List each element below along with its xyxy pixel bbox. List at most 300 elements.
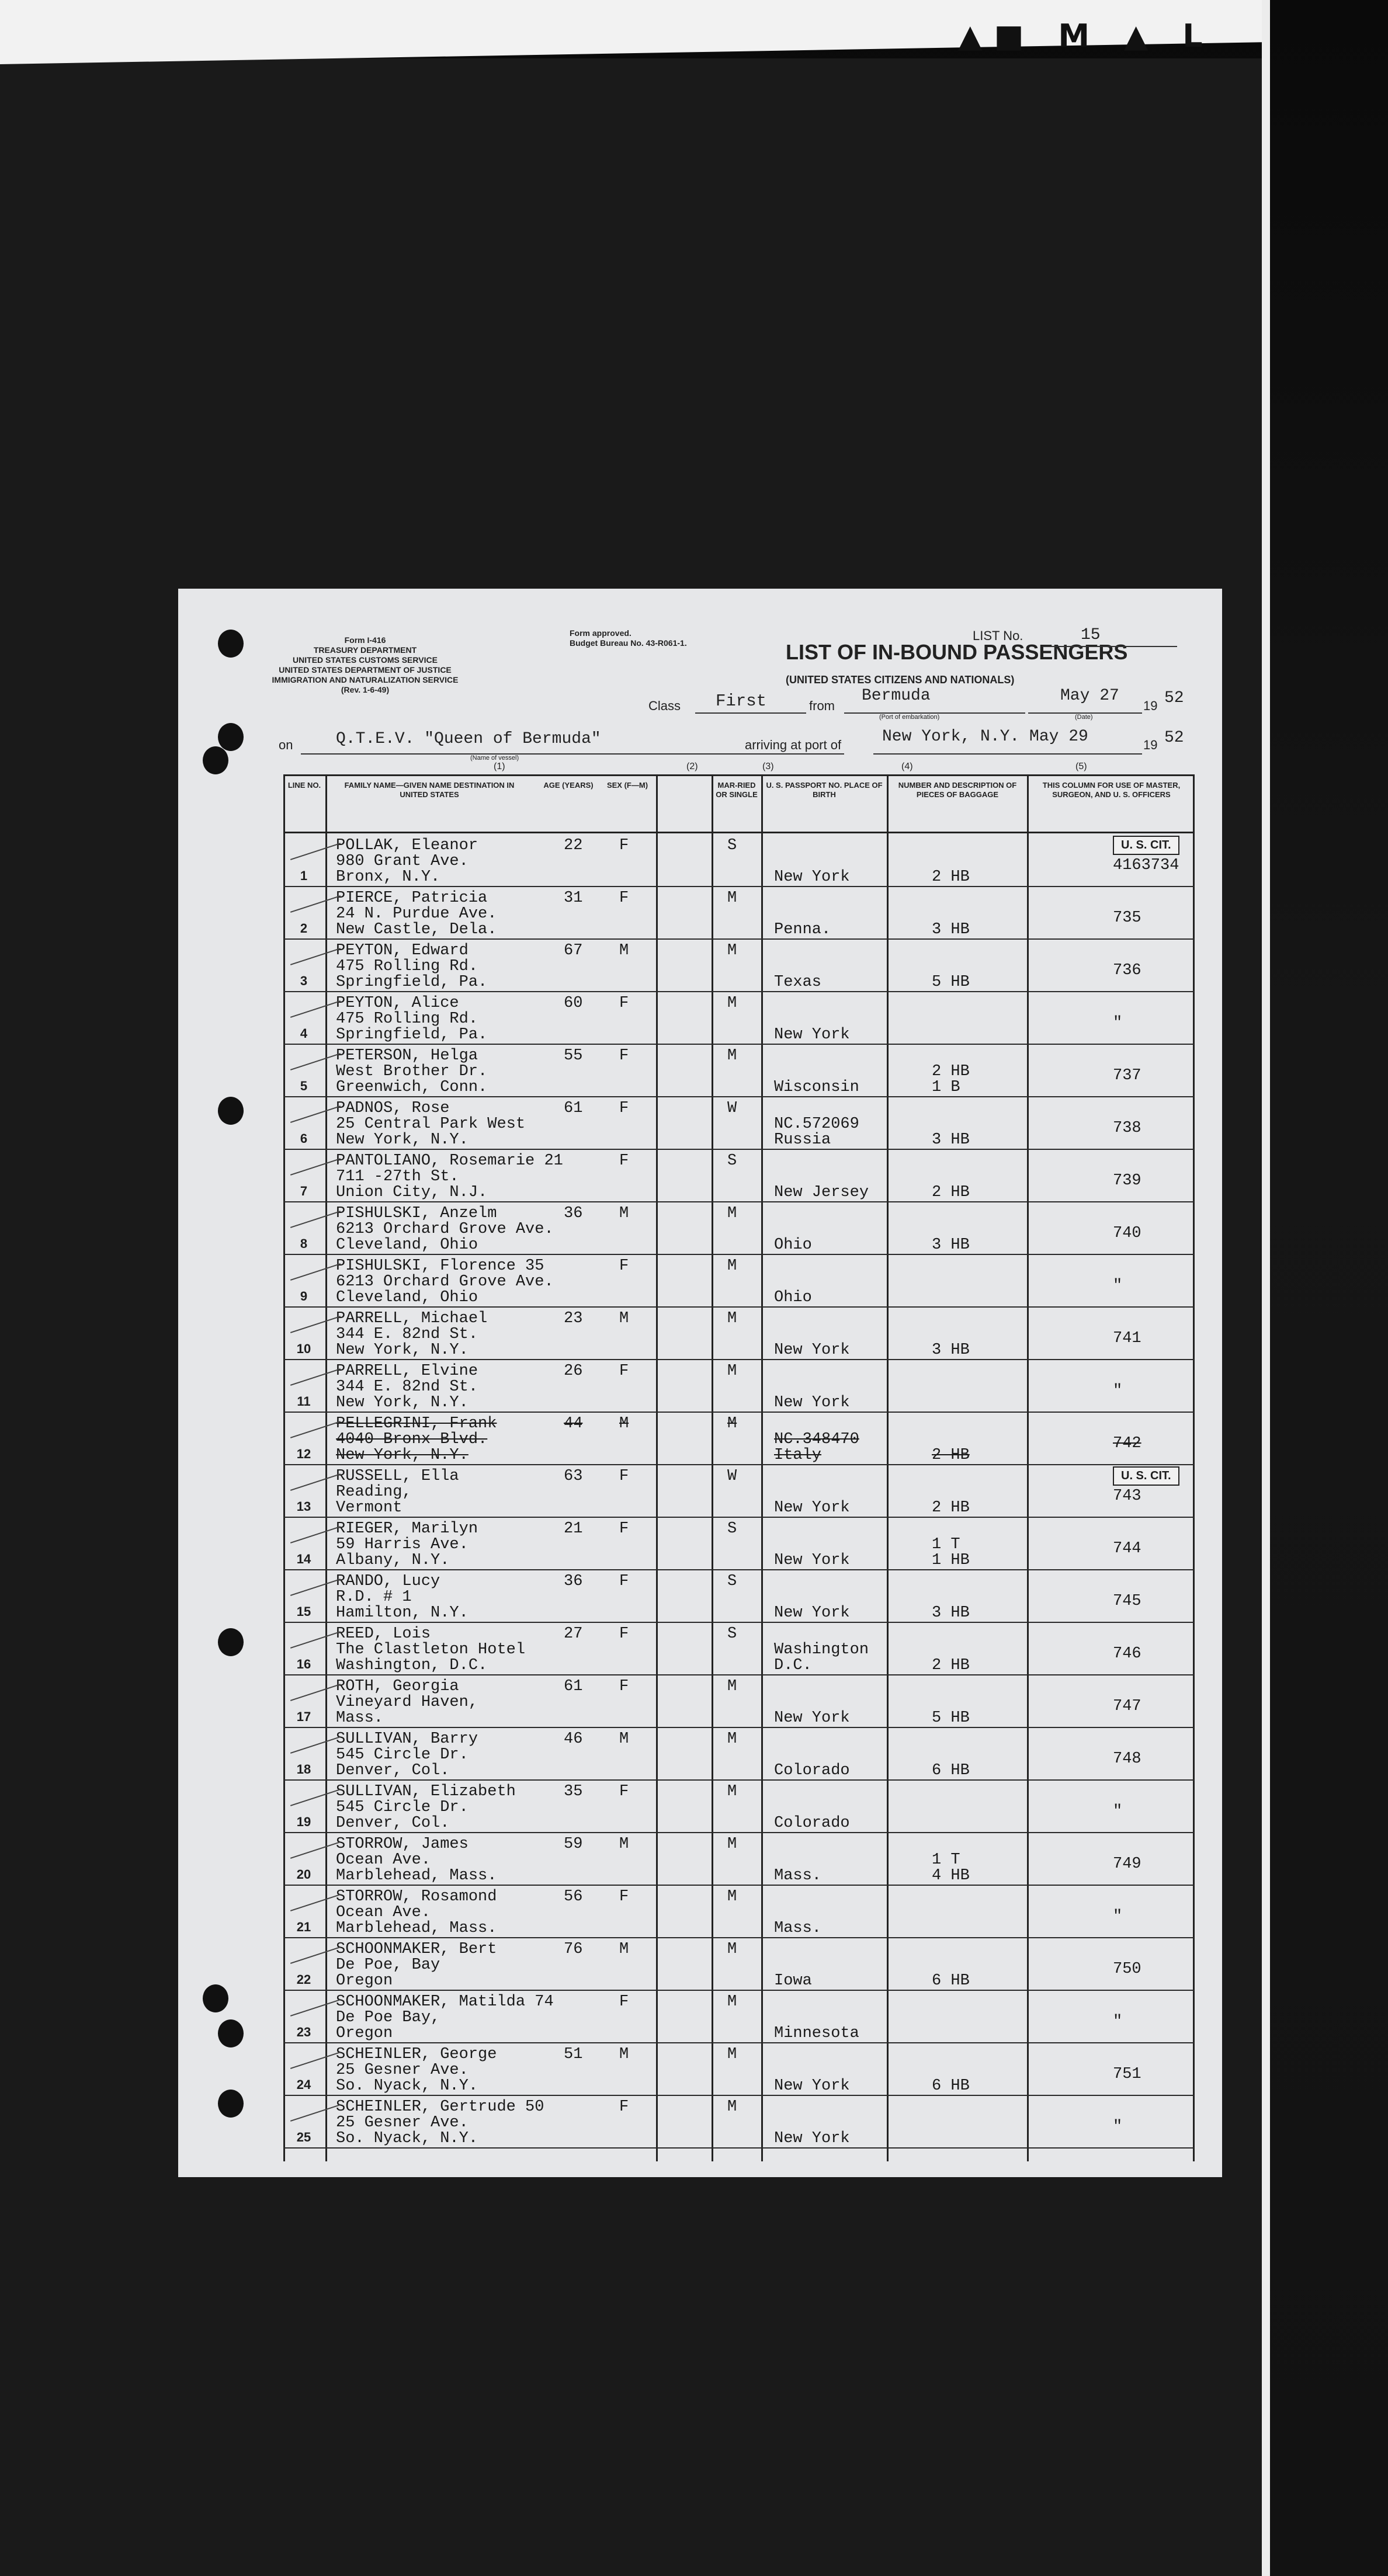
binder-hole bbox=[203, 746, 228, 774]
passenger-name: POLLAK, Eleanor bbox=[336, 837, 478, 854]
age-value: 27 bbox=[564, 1625, 583, 1643]
tally-check-mark bbox=[290, 1946, 341, 1964]
table-row bbox=[283, 1201, 1195, 1255]
passenger-name: SCHOONMAKER, Bert bbox=[336, 1941, 497, 1958]
address-line-1: West Brother Dr. bbox=[336, 1063, 488, 1080]
address-line-1: 25 Gesner Ave. bbox=[336, 2062, 469, 2079]
us-citizen-stamp: U. S. CIT. bbox=[1113, 1466, 1179, 1486]
address-line-2: Albany, N.Y. bbox=[336, 1552, 450, 1569]
officer-number: 4163734 bbox=[1113, 857, 1179, 874]
line-number: 12 bbox=[296, 1447, 311, 1461]
address-line-2: So. Nyack, N.Y. bbox=[336, 2130, 478, 2147]
officer-number: 745 bbox=[1113, 1593, 1141, 1610]
place-of-birth: New York bbox=[774, 1394, 850, 1412]
col-number-4: (4) bbox=[901, 762, 913, 771]
address-line-2: Marblehead, Mass. bbox=[336, 1920, 497, 1937]
baggage-line-2: 2 HB bbox=[932, 1447, 970, 1464]
sex-value: F bbox=[619, 2098, 629, 2116]
age-value: 44 bbox=[564, 1415, 583, 1433]
place-of-birth: D.C. bbox=[774, 1657, 812, 1674]
age-value: 36 bbox=[564, 1573, 583, 1590]
line-number: 14 bbox=[296, 1552, 311, 1566]
baggage-line-2: 3 HB bbox=[932, 1236, 970, 1254]
table-row bbox=[283, 1727, 1195, 1781]
table-row bbox=[283, 1044, 1195, 1097]
place-of-birth: Ohio bbox=[774, 1236, 812, 1254]
baggage-line-2: 2 HB bbox=[932, 1657, 970, 1674]
table-row bbox=[283, 1254, 1195, 1308]
tally-check-mark bbox=[290, 1000, 341, 1018]
address-line-1: 344 E. 82nd St. bbox=[336, 1378, 478, 1396]
line-number: 15 bbox=[296, 1604, 311, 1619]
arrival-year: 52 bbox=[1164, 729, 1184, 747]
sex-value: M bbox=[619, 1205, 629, 1222]
line-number: 19 bbox=[296, 1814, 311, 1829]
passenger-name: PETERSON, Helga bbox=[336, 1047, 478, 1065]
passenger-list-sheet bbox=[178, 589, 1222, 2177]
sex-value: M bbox=[619, 942, 629, 960]
age-value: 31 bbox=[564, 889, 583, 907]
address-line-2: Greenwich, Conn. bbox=[336, 1079, 488, 1096]
officer-number: 751 bbox=[1113, 2066, 1141, 2083]
baggage-line-2: 2 HB bbox=[932, 868, 970, 886]
sex-value: F bbox=[619, 1100, 629, 1117]
officer-number: " bbox=[1113, 1014, 1123, 1032]
line-number: 13 bbox=[296, 1499, 311, 1514]
col-number-1: (1) bbox=[494, 762, 505, 771]
passenger-name: PEYTON, Edward bbox=[336, 942, 469, 960]
age-value: 59 bbox=[564, 1835, 583, 1853]
table-row bbox=[283, 2042, 1195, 2096]
address-line-1: 59 Harris Ave. bbox=[336, 1536, 469, 1553]
tally-check-mark bbox=[290, 1368, 341, 1386]
passenger-name: PIERCE, Patricia bbox=[336, 889, 488, 907]
line-number: 21 bbox=[296, 1920, 311, 1934]
marital-status: S bbox=[727, 1573, 737, 1590]
place-of-birth: New York bbox=[774, 2077, 850, 2095]
marital-status: S bbox=[727, 1520, 737, 1538]
vessel-line bbox=[301, 753, 844, 755]
officer-number: 748 bbox=[1113, 1750, 1141, 1768]
passenger-name: SULLIVAN, Barry bbox=[336, 1730, 478, 1748]
table-row bbox=[283, 1674, 1195, 1728]
passenger-name: SCHEINLER, Gertrude 50 bbox=[336, 2098, 544, 2116]
age-value: 56 bbox=[564, 1888, 583, 1906]
marital-status: M bbox=[727, 1783, 737, 1800]
sex-value: F bbox=[619, 1152, 629, 1170]
address-line-1: 25 Central Park West bbox=[336, 1115, 526, 1133]
sex-value: M bbox=[619, 2046, 629, 2063]
address-line-1: 24 N. Purdue Ave. bbox=[336, 905, 497, 923]
address-line-2: Springfield, Pa. bbox=[336, 1026, 488, 1044]
age-value: 76 bbox=[564, 1941, 583, 1958]
passenger-name: ROTH, Georgia bbox=[336, 1678, 459, 1695]
line-number: 18 bbox=[296, 1762, 311, 1777]
passenger-name: PISHULSKI, Anzelm bbox=[336, 1205, 497, 1222]
address-line-2: Bronx, N.Y. bbox=[336, 868, 440, 886]
age-value: 61 bbox=[564, 1100, 583, 1117]
marital-status: M bbox=[727, 1678, 737, 1695]
passenger-name: SULLIVAN, Elizabeth bbox=[336, 1783, 516, 1800]
tally-check-mark bbox=[290, 895, 341, 913]
list-no-label: LIST No. bbox=[973, 628, 1023, 643]
passenger-name: PADNOS, Rose bbox=[336, 1100, 450, 1117]
age-value: 23 bbox=[564, 1310, 583, 1327]
line-number: 22 bbox=[296, 1972, 311, 1987]
baggage-line-2: 1 HB bbox=[932, 1552, 970, 1569]
marital-status: M bbox=[727, 2098, 737, 2116]
table-row bbox=[283, 1569, 1195, 1623]
sex-value: F bbox=[619, 1678, 629, 1695]
marital-status: M bbox=[727, 1888, 737, 1906]
age-value: 51 bbox=[564, 2046, 583, 2063]
passenger-name: STORROW, Rosamond bbox=[336, 1888, 497, 1906]
tally-check-mark bbox=[290, 1736, 341, 1754]
sex-value: M bbox=[619, 1835, 629, 1853]
on-label: on bbox=[279, 738, 293, 752]
sex-value: F bbox=[619, 1783, 629, 1800]
place-of-birth: New York bbox=[774, 1499, 850, 1517]
sex-value: F bbox=[619, 1993, 629, 2011]
place-of-birth: New York bbox=[774, 868, 850, 886]
marital-status: M bbox=[727, 942, 737, 960]
line-number: 20 bbox=[296, 1867, 311, 1882]
officer-number: 749 bbox=[1113, 1855, 1141, 1873]
line-number: 17 bbox=[296, 1709, 311, 1724]
tally-check-mark bbox=[290, 1526, 341, 1543]
tally-check-mark bbox=[290, 843, 341, 860]
baggage-line-2: 1 B bbox=[932, 1079, 960, 1096]
date-note: (Date) bbox=[1075, 714, 1093, 721]
table-row bbox=[283, 1832, 1195, 1886]
tally-check-mark bbox=[290, 1473, 341, 1491]
class-value: First bbox=[716, 691, 767, 711]
officer-number: 743 bbox=[1113, 1487, 1141, 1505]
address-line-1: Vineyard Haven, bbox=[336, 1694, 478, 1711]
address-line-2: New York, N.Y. bbox=[336, 1341, 469, 1359]
line-number: 9 bbox=[300, 1289, 308, 1303]
sex-value: F bbox=[619, 1625, 629, 1643]
baggage-line-2: 4 HB bbox=[932, 1867, 970, 1885]
baggage-line-1: 2 HB bbox=[932, 1063, 970, 1080]
line-number: 8 bbox=[300, 1236, 308, 1251]
form-subtitle: (UNITED STATES CITIZENS AND NATIONALS) bbox=[786, 674, 1015, 686]
tally-check-mark bbox=[290, 1053, 341, 1070]
place-of-birth: New York bbox=[774, 1604, 850, 1622]
passenger-name: STORROW, James bbox=[336, 1835, 469, 1853]
address-line-1: 980 Grant Ave. bbox=[336, 853, 469, 870]
binder-hole bbox=[218, 1097, 244, 1125]
binder-hole bbox=[218, 2019, 244, 2047]
tally-check-mark bbox=[290, 1579, 341, 1596]
marital-status: M bbox=[727, 995, 737, 1012]
passenger-name: RUSSELL, Ella bbox=[336, 1468, 459, 1485]
marital-status: W bbox=[727, 1468, 737, 1485]
officer-number: 741 bbox=[1113, 1330, 1141, 1347]
address-line-2: New Castle, Dela. bbox=[336, 921, 497, 938]
table-row bbox=[283, 1412, 1195, 1465]
arrival-port: New York, N.Y. May 29 bbox=[882, 728, 1088, 746]
sex-value: F bbox=[619, 1520, 629, 1538]
table-row bbox=[283, 1517, 1195, 1570]
address-line-2: Vermont bbox=[336, 1499, 402, 1517]
officer-number: 750 bbox=[1113, 1960, 1141, 1978]
address-line-2: Washington, D.C. bbox=[336, 1657, 488, 1674]
line-number: 2 bbox=[300, 921, 308, 936]
form-header-agencies bbox=[266, 635, 464, 695]
line-number: 4 bbox=[300, 1026, 308, 1041]
table-row bbox=[283, 886, 1195, 940]
age-value: 63 bbox=[564, 1468, 583, 1485]
col-number-3: (3) bbox=[762, 762, 774, 771]
col-header-age: AGE (YEARS) bbox=[543, 781, 594, 790]
officer-number: " bbox=[1113, 1908, 1123, 1925]
age-value: 61 bbox=[564, 1678, 583, 1695]
class-label: Class bbox=[648, 698, 681, 713]
budget-bureau: Budget Bureau No. 43-R061-1. bbox=[570, 638, 687, 648]
tally-check-mark bbox=[290, 1894, 341, 1911]
form-revision: (Rev. 1-6-49) bbox=[341, 685, 390, 694]
table-row bbox=[283, 1359, 1195, 1413]
baggage-line-2: 3 HB bbox=[932, 921, 970, 938]
departure-year: 52 bbox=[1164, 689, 1184, 707]
passport-number: NC.572069 bbox=[774, 1115, 859, 1133]
address-line-2: Marblehead, Mass. bbox=[336, 1867, 497, 1885]
sex-value: M bbox=[619, 1415, 629, 1433]
address-line-2: So. Nyack, N.Y. bbox=[336, 2077, 478, 2095]
passenger-name: PANTOLIANO, Rosemarie 21 bbox=[336, 1152, 563, 1170]
col-header-officers: THIS COLUMN FOR USE OF MASTER, SURGEON, AND U. S. OFFICERS bbox=[1042, 781, 1181, 799]
from-value: Bermuda bbox=[862, 687, 931, 705]
col-header-baggage: NUMBER AND DESCRIPTION OF PIECES OF BAGGAGE bbox=[898, 781, 1017, 799]
col-number-2: (2) bbox=[686, 762, 698, 771]
age-value: 46 bbox=[564, 1730, 583, 1748]
marital-status: M bbox=[727, 1415, 737, 1433]
vessel-name: Q.T.E.V. "Queen of Bermuda" bbox=[336, 730, 601, 748]
place-of-birth: Mass. bbox=[774, 1920, 822, 1937]
passenger-name: PARRELL, Michael bbox=[336, 1310, 488, 1327]
address-line-1: 6213 Orchard Grove Ave. bbox=[336, 1221, 554, 1238]
officer-number: 747 bbox=[1113, 1698, 1141, 1715]
address-line-1: 711 -27th St. bbox=[336, 1168, 459, 1186]
baggage-line-2: 3 HB bbox=[932, 1131, 970, 1149]
officer-number: " bbox=[1113, 1382, 1123, 1400]
table-row bbox=[283, 1779, 1195, 1833]
table-row bbox=[283, 1464, 1195, 1518]
officer-number: 738 bbox=[1113, 1120, 1141, 1137]
address-line-2: Cleveland, Ohio bbox=[336, 1289, 478, 1306]
address-line-1: 6213 Orchard Grove Ave. bbox=[336, 1273, 554, 1291]
address-line-2: New York, N.Y. bbox=[336, 1131, 469, 1149]
officer-number: " bbox=[1113, 2013, 1123, 2031]
table-row bbox=[283, 1990, 1195, 2043]
place-of-birth: Colorado bbox=[774, 1814, 850, 1832]
officer-number: " bbox=[1113, 1277, 1123, 1295]
sex-value: F bbox=[619, 1257, 629, 1275]
address-line-1: Ocean Ave. bbox=[336, 1851, 431, 1869]
line-number: 25 bbox=[296, 2130, 311, 2144]
address-line-2: Oregon bbox=[336, 1972, 393, 1990]
table-row bbox=[283, 1937, 1195, 1991]
place-of-birth: New York bbox=[774, 2130, 850, 2147]
marital-status: S bbox=[727, 1625, 737, 1643]
marital-status: M bbox=[727, 1362, 737, 1380]
departure-date: May 27 bbox=[1060, 687, 1119, 705]
table-row bbox=[283, 833, 1195, 887]
address-line-2: Union City, N.J. bbox=[336, 1184, 488, 1201]
sex-value: F bbox=[619, 1888, 629, 1906]
address-line-2: Cleveland, Ohio bbox=[336, 1236, 478, 1254]
baggage-line-2: 6 HB bbox=[932, 2077, 970, 2095]
baggage-line-1: 1 T bbox=[932, 1851, 960, 1869]
passenger-name: PEYTON, Alice bbox=[336, 995, 459, 1012]
departure-year-prefix: 19 bbox=[1143, 698, 1158, 713]
form-approval bbox=[570, 628, 687, 648]
line-number: 23 bbox=[296, 2025, 311, 2039]
sex-value: F bbox=[619, 837, 629, 854]
table-row bbox=[283, 2095, 1195, 2149]
line-number: 5 bbox=[300, 1079, 308, 1093]
age-value: 35 bbox=[564, 1783, 583, 1800]
binder-hole bbox=[218, 2090, 244, 2118]
film-marks: ▲■ M ▲ L bbox=[958, 18, 1214, 54]
vessel-note: (Name of vessel) bbox=[470, 755, 519, 762]
address-line-1: The Clastleton Hotel bbox=[336, 1641, 526, 1659]
marital-status: M bbox=[727, 1205, 737, 1222]
port-embark-note: (Port of embarkation) bbox=[879, 714, 940, 721]
marital-status: M bbox=[727, 1941, 737, 1958]
tally-check-mark bbox=[290, 1631, 341, 1649]
baggage-line-2: 5 HB bbox=[932, 1709, 970, 1727]
marital-status: M bbox=[727, 1257, 737, 1275]
tally-check-mark bbox=[290, 948, 341, 965]
line-number: 11 bbox=[297, 1394, 311, 1409]
list-no-value: 15 bbox=[1081, 626, 1101, 644]
passport-number: NC.348470 bbox=[774, 1431, 859, 1448]
class-line bbox=[695, 712, 806, 714]
passenger-table bbox=[283, 774, 1195, 2161]
marital-status: M bbox=[727, 889, 737, 907]
col-header-married: MAR-RIED OR SINGLE bbox=[716, 781, 758, 799]
line-number: 16 bbox=[296, 1657, 311, 1671]
film-right-edge bbox=[1262, 0, 1270, 2576]
binder-hole bbox=[218, 1628, 244, 1656]
line-number: 6 bbox=[300, 1131, 308, 1146]
tally-check-mark bbox=[290, 1841, 341, 1859]
form-approved: Form approved. bbox=[570, 628, 631, 638]
address-line-1: De Poe Bay, bbox=[336, 2009, 440, 2026]
place-of-birth: Penna. bbox=[774, 921, 831, 938]
address-line-1: 25 Gesner Ave. bbox=[336, 2114, 469, 2132]
address-line-2: Denver, Col. bbox=[336, 1762, 450, 1779]
tally-check-mark bbox=[290, 1999, 341, 2017]
passenger-name: PELLEGRINI, Frank bbox=[336, 1415, 497, 1433]
address-line-2: Mass. bbox=[336, 1709, 384, 1727]
place-of-birth: Russia bbox=[774, 1131, 831, 1149]
address-line-1: De Poe, Bay bbox=[336, 1956, 440, 1974]
table-row bbox=[283, 991, 1195, 1045]
address-line-1: 475 Rolling Rd. bbox=[336, 958, 478, 975]
list-no-line bbox=[1043, 646, 1177, 647]
tally-check-mark bbox=[290, 1211, 341, 1228]
tally-check-mark bbox=[290, 1106, 341, 1123]
sex-value: F bbox=[619, 889, 629, 907]
address-line-1: Reading, bbox=[336, 1483, 412, 1501]
address-line-1: 545 Circle Dr. bbox=[336, 1799, 469, 1816]
place-of-birth: New York bbox=[774, 1709, 850, 1727]
table-row bbox=[283, 938, 1195, 992]
sex-value: F bbox=[619, 995, 629, 1012]
place-of-birth: New York bbox=[774, 1341, 850, 1359]
line-number: 7 bbox=[300, 1184, 308, 1198]
officer-number: 735 bbox=[1113, 909, 1141, 927]
officer-number: 742 bbox=[1113, 1435, 1141, 1452]
dept-treasury: TREASURY DEPARTMENT bbox=[313, 645, 417, 655]
passenger-name: SCHEINLER, George bbox=[336, 2046, 497, 2063]
passenger-name: RANDO, Lucy bbox=[336, 1573, 440, 1590]
sex-value: M bbox=[619, 1941, 629, 1958]
marital-status: M bbox=[727, 1047, 737, 1065]
form-title: LIST OF IN-BOUND PASSENGERS bbox=[786, 640, 1128, 664]
tally-check-mark bbox=[290, 1263, 341, 1281]
from-label: from bbox=[809, 698, 835, 713]
col-header-sex: SEX (F—M) bbox=[606, 781, 648, 790]
baggage-line-2: 3 HB bbox=[932, 1604, 970, 1622]
line-number: 24 bbox=[296, 2077, 311, 2092]
binder-hole bbox=[218, 630, 244, 658]
table-row bbox=[283, 1096, 1195, 1150]
place-of-birth: Colorado bbox=[774, 1762, 850, 1779]
sex-value: M bbox=[619, 1730, 629, 1748]
age-value: 26 bbox=[564, 1362, 583, 1380]
baggage-line-2: 6 HB bbox=[932, 1762, 970, 1779]
arrival-year-prefix: 19 bbox=[1143, 738, 1158, 752]
address-line-2: New York, N.Y. bbox=[336, 1394, 469, 1412]
line-number: 3 bbox=[300, 974, 308, 988]
officer-number: 739 bbox=[1113, 1172, 1141, 1190]
passenger-name: SCHOONMAKER, Matilda 74 bbox=[336, 1993, 554, 2011]
officer-number: " bbox=[1113, 2118, 1123, 2136]
address-line-1: Ocean Ave. bbox=[336, 1904, 431, 1921]
line-number: 10 bbox=[296, 1341, 311, 1356]
address-line-1: 545 Circle Dr. bbox=[336, 1746, 469, 1764]
address-line-2: Denver, Col. bbox=[336, 1814, 450, 1832]
age-value: 22 bbox=[564, 837, 583, 854]
address-line-1: 344 E. 82nd St. bbox=[336, 1326, 478, 1343]
place-of-birth: Italy bbox=[774, 1447, 822, 1464]
officer-number: 736 bbox=[1113, 962, 1141, 979]
tally-check-mark bbox=[290, 1158, 341, 1176]
place-of-birth: New York bbox=[774, 1552, 850, 1569]
table-row bbox=[283, 1149, 1195, 1202]
place-of-birth: Iowa bbox=[774, 1972, 812, 1990]
sex-value: F bbox=[619, 1468, 629, 1485]
place-of-birth: Wisconsin bbox=[774, 1079, 859, 1096]
table-row bbox=[283, 1885, 1195, 1938]
officer-number: " bbox=[1113, 1803, 1123, 1820]
place-of-birth: Texas bbox=[774, 974, 822, 991]
sex-value: F bbox=[619, 1573, 629, 1590]
sex-value: F bbox=[619, 1362, 629, 1380]
marital-status: M bbox=[727, 1730, 737, 1748]
binder-hole bbox=[203, 1984, 228, 2012]
baggage-line-2: 2 HB bbox=[932, 1184, 970, 1201]
address-line-2: Springfield, Pa. bbox=[336, 974, 488, 991]
address-line-2: Hamilton, N.Y. bbox=[336, 1604, 469, 1622]
marital-status: W bbox=[727, 1100, 737, 1117]
passenger-name: PISHULSKI, Florence 35 bbox=[336, 1257, 544, 1275]
address-line-2: New York, N.Y. bbox=[336, 1447, 469, 1464]
